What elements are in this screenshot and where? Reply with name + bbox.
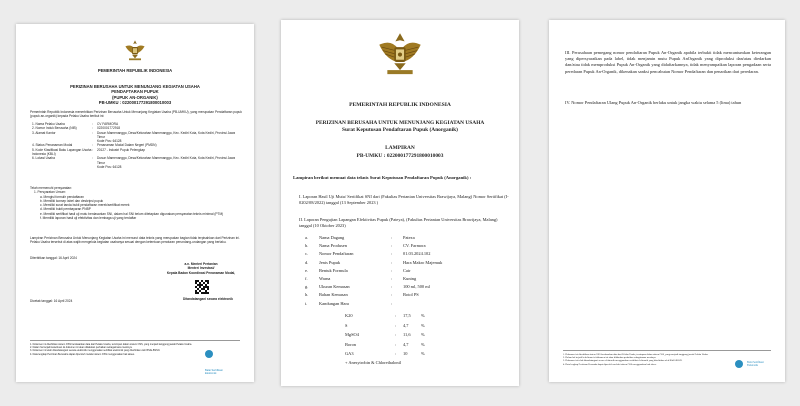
nutrient-row: MgSO4 : 11,6 % (345, 332, 425, 338)
closing-paragraph: Lampiran Perizinan Berusaha Untuk Menunjang Kegiatan Usaha ini menurut data teknis yang merupakan bagian tidak terpisahkan dari Perizinan ini. Pelaku Usaha tersebut di atas wajib mengelola kegiatan usahanya sesuai dengan ketentuan peraturan perundang-undangan yang berlaku. (30, 236, 240, 245)
obligation-item: f. Memiliki laporan hasil uji efektivitas dan lembaga uji yang terdaftar (40, 216, 137, 221)
signature-block: a.n. Menteri Pertanian Menteri Investasi/ Kepala Badan Koordinasi Penanaman Modal, (166, 262, 236, 275)
document-page-3 (549, 20, 785, 382)
bsre-logo-icon (205, 350, 213, 358)
nutrient-row: GA3 : 10 % (345, 351, 425, 357)
field-row: 2. Nomor Induk Berusaha (NIB) : 0220001772918 (32, 126, 121, 131)
permit-title (26, 84, 244, 106)
field-row: Kode Pos: 64128 (97, 164, 122, 169)
footer (563, 350, 771, 366)
signed-electronic: Ditandatangani secara elektronik (183, 297, 233, 301)
gov-name: PEMERINTAH REPUBLIK INDONESIA (349, 102, 451, 108)
footer (30, 340, 240, 375)
field-row: Kode Pos: 64128 (97, 139, 122, 144)
field-row: f. Warna : Kuning (305, 276, 417, 282)
field-row: e. Bentuk Formula : Cair (305, 267, 411, 273)
item-4-paragraph: IV. Nomor Pendaftaran Ulang Pupuk An-Organik berlaku untuk jangka waktu selama 5 (lima) tahun (565, 100, 742, 105)
section-1: I. Laporan Hasil Uji Mutu/ Sertifikat SNI dari (Fakultas Pertanian Universitas Brawijaya, Malang) Nomor Sertifikat (I-0202/08/2022) tanggal (13 September 2023 ) (299, 194, 509, 206)
obligation-item: d. Memiliki bukti pembayaran PNBP (40, 207, 91, 212)
field-row: a. Nama Dagang : Patexa (305, 235, 415, 240)
field-row: i. Kandungan Hara : (305, 300, 393, 306)
field-row: 6. Lokasi Usaha : Dusun Mamenanggo, Desa/Kelurahan Mamenanggo, Kec. Kediri Kota, Kota Kediri, Provinsi Jawa Timur (32, 156, 236, 165)
garuda-emblem (281, 30, 519, 78)
obligation-item: a. Mengisi formulir pendaftaran (40, 194, 84, 199)
pbumku-number: PB-UMKU : 022000177291800010003 (356, 152, 444, 159)
fields-list (32, 122, 242, 169)
lampiran-title: LAMPIRAN (385, 145, 415, 151)
nutrient-table (345, 311, 485, 359)
issued-date: Diterbitkan tanggal: 16 April 2024 (30, 256, 77, 260)
printed-date: Dicetak tanggal: 16 April 2024 (30, 299, 73, 303)
title-line-4: PB-UMKU : 022000177291800010003 (98, 100, 172, 106)
document-page-2 (281, 20, 519, 386)
garuda-emblem (16, 38, 254, 62)
obligations-title: Telah memenuhi persyaratan: (30, 186, 72, 190)
permit-title (289, 120, 511, 135)
field-row: 1. Nama Pelaku Usaha : CV FARMORA (32, 122, 119, 126)
nutrient-row: S : 4,7 % (345, 322, 425, 328)
bsre-logo: Balai Sertifikasi Elektronik (205, 345, 241, 381)
field-row: 3. Alamat Kantor : Dusun Mamenanggo, Desa/Kelurahan Mamenanggo, Kec. Kediri Kota, Kota Kediri, Provinsi Jawa Timur (32, 130, 236, 139)
lampiran-header (281, 145, 519, 160)
title-line-1: PERIZINAN BERUSAHA UNTUK MENUNJANG KEGIATAN USAHA (315, 120, 485, 126)
nutrient-row: Boron : 4,7 % (345, 341, 425, 347)
field-row: d. Jenis Pupuk : Hara Makro Majemuk (305, 259, 443, 265)
qr-code (195, 280, 209, 294)
section-2: II. Laporan Pengujian Lapangan Efektivitas Pupuk (Pateya), (Fakultas Pertanian Universitas Brawijaya, Malang) tanggal (10 Oktober 2023) (299, 217, 498, 229)
intro-paragraph: Pemerintah Republik Indonesia menerbitkan Perizinan Berusaha Untuk Menunjang Kegiatan Usaha (PB-UMKU), yang merupakan Pendaftaran pupuk (pupuk an-organik) kepada Pelaku Usaha berikut ini: (30, 110, 242, 119)
footnotes: 1. Dokumen ini diterbitkan sistem OSS berdasarkan data dari Pelaku Usaha, tersimpan dalam sistem OSS, yang menjadi tanggung jawab Pelaku Usaha. 2. Dalam hal terjadi kekeliruan isi dokumen ini akan dilakukan perbaikan sebagaimana mestinya. 3. Dokumen ini telah ditandatangani secara elektronik menggunakan sertifikat elektronik yang diterbitkan oleh BSrE-BSSN. 4. Data lengkap Perizinan Berusaha dapat diperoleh melalui sistem OSS menggunakan hak akses. (30, 343, 192, 356)
field-row: 5. Kode Klasifikasi Baku Lapangan Usaha Indonesia (KBLI) : 20127 - Industri Pupuk Pelengkap (32, 147, 146, 157)
title-line-3: (PUPUK AN-ORGANIK) (112, 94, 158, 100)
bsre-logo: Balai Sertifikasi Elektronik (735, 355, 771, 373)
field-row: b. Nama Produsen : CV. Farmora (305, 243, 426, 249)
obligation-item: e. Memiliki sertifikat hasil uji mutu berdasarkan SNI, dalam hal SNI belum ditetapkan digunakan persyaratan teknis minimal (PTM) (40, 211, 224, 216)
obligation-item: 1. Persyaratan Umum: (34, 190, 66, 195)
obligation-item: b. Memiliki konsep label dan deskripsi pupuk (40, 198, 104, 203)
title-line-1: PERIZINAN BERUSAHA UNTUK MENUNJANG KEGIATAN USAHA (70, 84, 200, 89)
nutrient-row: K20 : 17,5 % (345, 313, 425, 318)
field-row: g. Ukuran Kemasan : 100 ml, 500 ml (305, 284, 430, 290)
field-row: c. Nomor Pendaftaran : 01.03.2024.102 (305, 251, 431, 257)
footnotes: 1. Dokumen ini diterbitkan sistem OSS berdasarkan data dari Pelaku Usaha, tersimpan dalam sistem OSS, yang menjadi tanggung jawab Pelaku Usaha. 2. Dalam hal terjadi kekeliruan isi dokumen ini akan dilakukan perbaikan sebagaimana mestinya. 3. Dokumen ini telah ditandatangani secara elektronik menggunakan sertifikat elektronik yang diterbitkan oleh BSrE-BSSN. 4. Data lengkap Perizinan Berusaha dapat diperoleh melalui sistem OSS menggunakan hak akses. (563, 353, 709, 366)
intro-paragraph: Lampiran berikut memuat data teknis Surat Keputusan Pendaftaran Pupuk (Anorganik) : (293, 175, 472, 180)
field-row: 4. Status Penanaman Modal : Penanaman Modal Dalam Negeri (PMDN) (32, 143, 157, 148)
field-row: h. Bahan Kemasan : Botol PS (305, 292, 419, 298)
gov-name: PEMERINTAH REPUBLIK INDONESIA (97, 68, 173, 73)
bsre-logo-icon (735, 360, 743, 368)
item-3-paragraph: III. Perusahaan pemegang nomor pendaftaran Pupuk An-Organik apabila terbukti tidak mencantumkan keterangan yang dipersyaratkan pada label, tidak menjamin mutu Pupuk AnOrganik yang diproduksi dan/atau diedarkan dan/atau tidak memproduksi Pupuk An-Organik yang didaftarkannya, tidak menyampaikan laporan pengadaan serta peredaran Pupuk An-Organik, dikenakan sanksi pencabutan Nomor Pendaftaran dan penarikan dari peredaran. (565, 50, 771, 74)
technical-fields (305, 234, 505, 308)
document-page-1 (16, 24, 254, 382)
title-line-2: PENDAFTARAN PUPUK (111, 89, 159, 95)
additional-ingredients: + Anesytrobin & Chlorethalonil (345, 360, 402, 365)
title-line-2: Surat Keputusan Pendaftaran Pupuk (Anorganik) (342, 127, 458, 134)
obligations (30, 186, 242, 220)
obligation-item: c. Memiliki surat tanda bukti pendaftaran merek/sertifikat merek (40, 203, 130, 208)
